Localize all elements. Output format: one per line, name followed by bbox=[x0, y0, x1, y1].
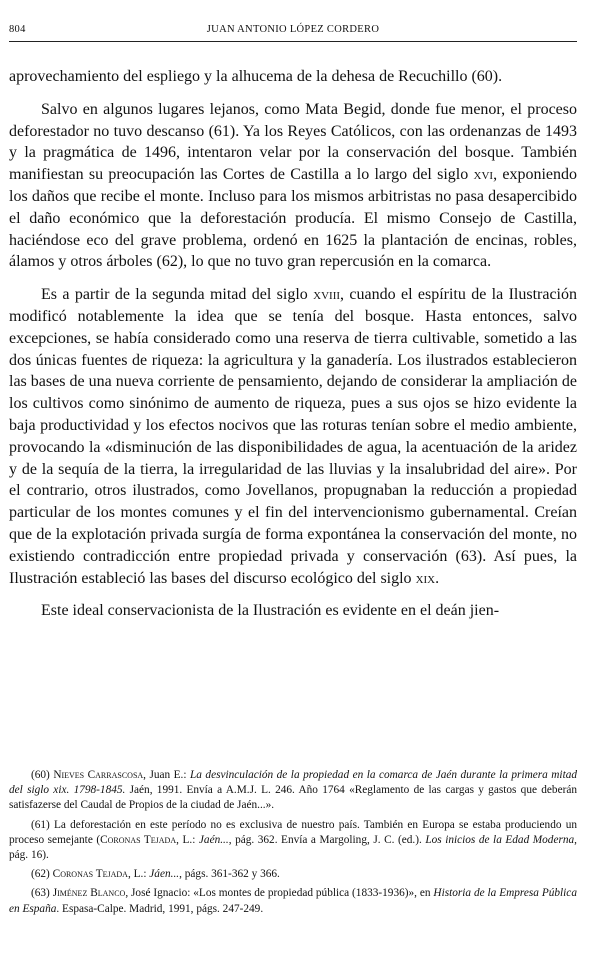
page-number: 804 bbox=[9, 24, 26, 35]
footnote-63: (63) Jiménez Blanco, José Ignacio: «Los montes de propiedad pública (1833-1936)», en Historia de la Empresa Pública en España. Espasa-Calpe. Madrid, 1991, págs. 247-249. bbox=[9, 887, 577, 915]
footnote-62: (62) Coronas Tejada, L.: Jáen..., págs. 361-362 y 366. bbox=[31, 868, 280, 881]
century-numeral: xviii bbox=[313, 286, 341, 304]
body-text bbox=[9, 66, 577, 622]
page-header bbox=[9, 24, 577, 40]
header-rule bbox=[9, 41, 577, 42]
paragraph-2: Salvo en algunos lugares lejanos, como Mata Begid, donde fue menor, el proceso deforestador no tuvo descanso (61). Ya los Reyes Católicos, con las ordenanzas de 1493 y la pragmática de 1496, intentaron velar por la conservación del bosque. También manifiestan su preocupación las Cortes de Castilla a lo largo del siglo xvi, exponiendo los daños que recibe el monte. Incluso para los mismos arbitristas no pasa desapercibido el daño económico que la deforestación producía. El mismo Consejo de Castilla, haciéndose eco del grave problema, ordenó en 1625 la plantación de encinas, robles, álamos y otros árboles (62), lo que no tuvo gran repercusión en la comarca. bbox=[9, 100, 578, 271]
footnote-61: (61) La deforestación en este período no es exclusiva de nuestro país. También en Europa se estaba produciendo un proceso semejante (Coronas Tejada, L.: Jaén..., pág. 362. Envía a Margoling, J. C. (ed.). Los inicios de la Edad Moderna, pág. 16). bbox=[9, 818, 577, 862]
paragraph-1: aprovechamiento del espliego y la alhucema de la dehesa de Recuchillo (60). bbox=[9, 68, 503, 85]
footnote-60: (60) Nieves Carrascosa, Juan E.: La desvinculación de la propiedad en la comarca de Jaén durante la primera mitad del siglo xix. 1798-1845. Jaén, 1991. Envía a A.M.J. L. 246. Año 1764 «Reglamento de las cargas y gastos que deberán satisfazerse del Caudal de Propios de la ciudad de Jaén...». bbox=[9, 769, 578, 812]
century-numeral: xix bbox=[415, 569, 436, 587]
running-head: JUAN ANTONIO LÓPEZ CORDERO bbox=[206, 24, 380, 35]
paragraph-3: Es a partir de la segunda mitad del siglo xviii, cuando el espíritu de la Ilustración modificó notablemente la idea que se tenía del bosque. Hasta entonces, salvo excepciones, se había considerado como una reserva de tierra cultivable, sometido a las dos únicas fuentes de riqueza: la agricultura y la ganadería. Los ilustrados establecieron las bases de una nueva corriente de pensamiento, dejando de considerar la ampliación de los cultivos como sinónimo de aumento de riqueza, pues a sus ojos se hizo evidente la baja productividad y los efectos nocivos que las roturas tenían sobre el medio ambiente, provocando la «disminución de las disponibilidades de agua, la acentuación de la aridez y de la sequía de la tierra, la irregularidad de las lluvias y la insalubridad del aire». Por el contrario, otros ilustrados, como Jovellanos, propugnaban la reducción a propiedad particular de los montes comunes y el fin del intervencionismo gubernamental. Creían que de la explotación privada surgía de forma expontánea la conservación del monte, no existiendo contradicción entre propiedad privada y conservación (63). Así pues, la Ilustración estableció las bases del discurso ecológico del siglo xix. bbox=[9, 286, 578, 587]
footnotes bbox=[9, 768, 577, 921]
century-numeral: xvi bbox=[473, 166, 494, 184]
book-page bbox=[9, 0, 577, 973]
paragraph-4: Este ideal conservacionista de la Ilustración es evidente en el deán jien- bbox=[41, 602, 500, 620]
